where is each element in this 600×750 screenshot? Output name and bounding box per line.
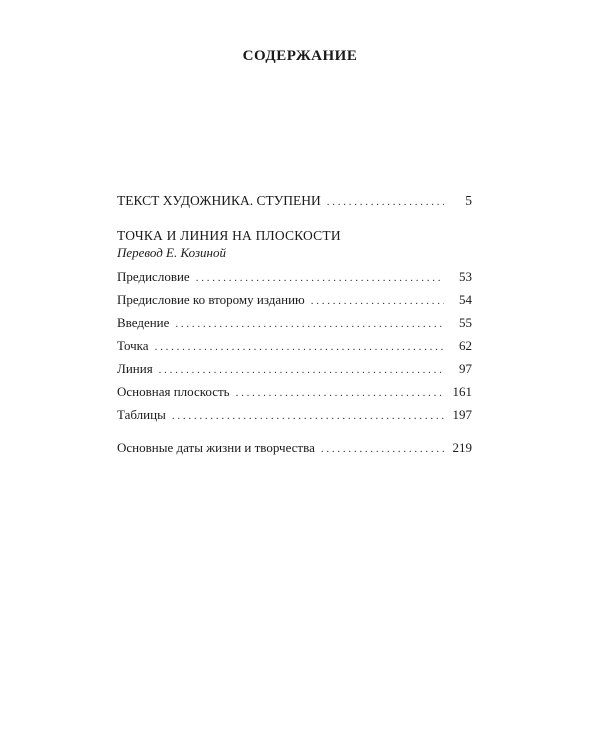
toc-entry-page: 161 <box>452 384 472 399</box>
toc-entry-label: Линия <box>117 361 153 376</box>
toc-entry[interactable] <box>117 358 472 381</box>
toc-section <box>117 227 472 427</box>
toc-entry-page: 197 <box>452 407 472 422</box>
toc-entry-label: Основные даты жизни и творчества <box>117 440 315 455</box>
toc-end-block <box>117 437 472 460</box>
section-translator: Перевод Е. Козиной <box>117 245 226 260</box>
toc-entry-page: 53 <box>459 269 472 284</box>
dot-leader <box>155 337 444 358</box>
page-title: СОДЕРЖАНИЕ <box>242 48 358 64</box>
toc-entry-label: Точка <box>117 338 149 353</box>
dot-leader <box>196 268 444 289</box>
toc-entry-label: Таблицы <box>117 407 166 422</box>
toc-entry-page: 62 <box>459 338 472 353</box>
toc-entry-label: Введение <box>117 315 170 330</box>
dot-leader <box>327 192 444 213</box>
toc-entry-artist-text[interactable] <box>117 190 472 213</box>
toc-entry-page: 97 <box>459 361 472 376</box>
toc-entry-label: Основная плоскость <box>117 384 230 399</box>
toc-entry[interactable] <box>117 335 472 358</box>
toc-entry-label: Предисловие <box>117 269 190 284</box>
dot-leader <box>175 314 444 335</box>
toc-entry-label: Предисловие ко второму изданию <box>117 292 305 307</box>
toc-entry[interactable] <box>117 289 472 312</box>
toc-entry[interactable] <box>117 312 472 335</box>
toc-entry[interactable] <box>117 266 472 289</box>
toc-entry[interactable] <box>117 404 472 427</box>
dot-leader <box>311 291 444 312</box>
dot-leader <box>321 439 444 460</box>
toc-entry-page: 55 <box>459 315 472 330</box>
toc-entry-page: 54 <box>459 292 472 307</box>
toc-entry-dates[interactable] <box>117 437 472 460</box>
section-title: ТОЧКА И ЛИНИЯ НА ПЛОСКОСТИ <box>117 228 341 243</box>
toc-entry[interactable] <box>117 381 472 404</box>
dot-leader <box>236 383 444 404</box>
table-of-contents <box>117 190 472 460</box>
dot-leader <box>172 406 444 427</box>
toc-entry-page: 219 <box>452 440 472 455</box>
dot-leader <box>159 360 444 381</box>
toc-entry-label: ТЕКСТ ХУДОЖНИКА. СТУПЕНИ <box>117 193 321 208</box>
toc-entry-page: 5 <box>465 193 472 208</box>
